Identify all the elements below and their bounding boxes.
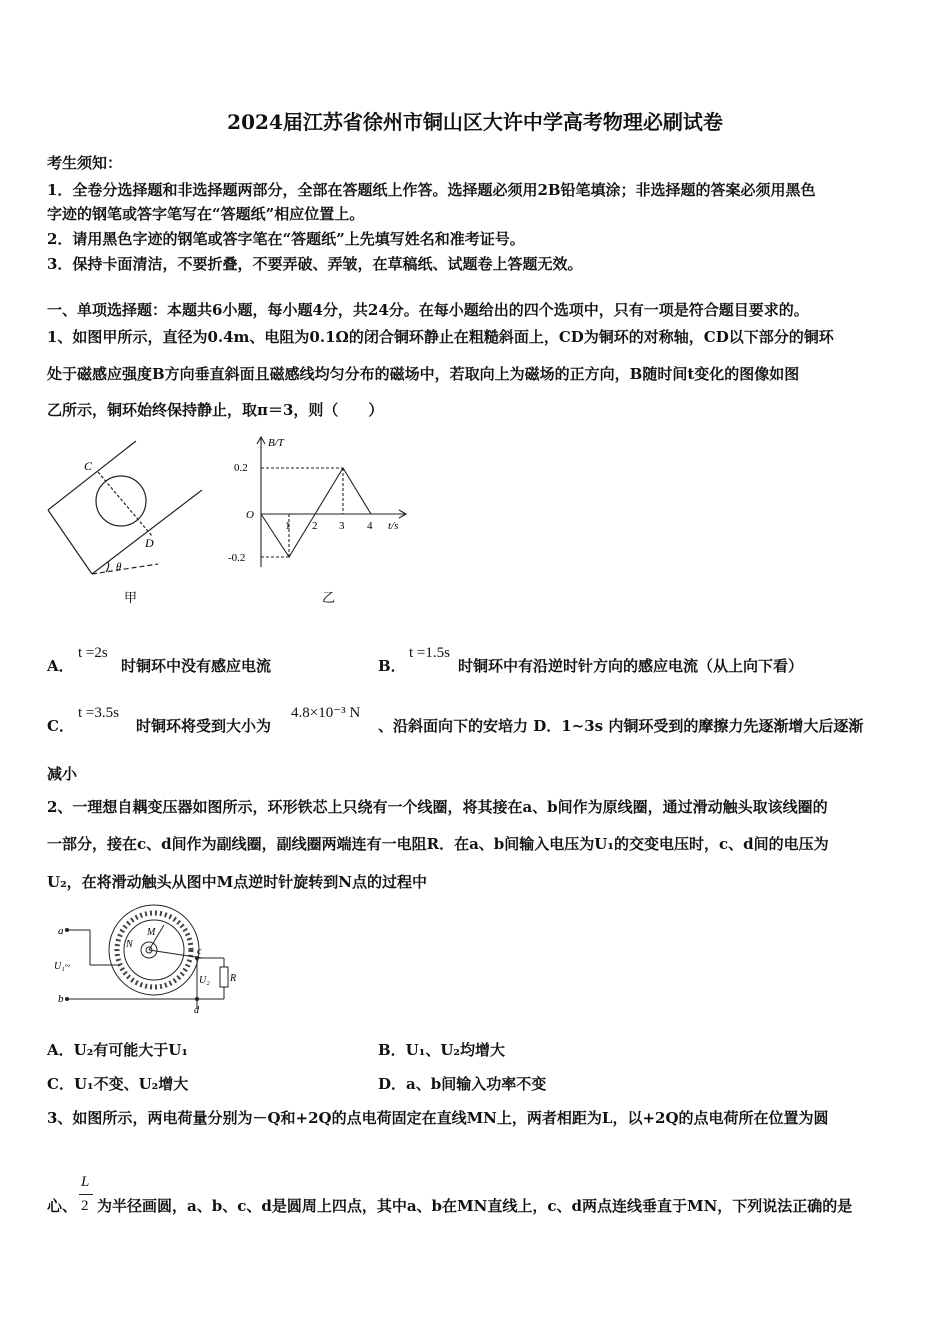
notice-line-3: 2．请用黑色字迹的钢笔或答字笔在“答题纸”上先填写姓名和准考证号。 (47, 230, 525, 248)
page-title: 2024届江苏省徐州市铜山区大许中学高考物理必刷试卷 (227, 110, 723, 134)
q2-line-2: 一部分，接在c、d间作为副线圈，副线圈两端连有一电阻R．在a、b间输入电压为U₁的交变电压时，c、d间的电压为 (47, 835, 829, 853)
q1-graph-xlabel: t/s (388, 520, 399, 532)
q1-fig-label-theta: θ (116, 561, 122, 573)
q1-fig-caption-jia: 甲 (124, 590, 138, 605)
q1-option-c-math: t =3.5s (78, 705, 119, 721)
q1-fig-label-d: D (145, 536, 154, 550)
q1-graph-xtick-1: 1 (285, 520, 291, 532)
q1-option-c-math2: 4.8×10⁻³ N (291, 705, 361, 721)
q1-graph-xtick-4: 4 (367, 520, 373, 532)
q3-frac-den: 2 (81, 1198, 89, 1214)
section-heading: 一、单项选择题：本题共6小题，每小题4分，共24分。在每小题给出的四个选项中，只有一项是符合题目要求的。 (47, 301, 809, 319)
notice-line-2: 字迹的钢笔或答字笔写在“答题纸”相应位置上。 (47, 205, 365, 223)
q1-graph-origin: O (246, 509, 254, 521)
q1-graph-xtick-2: 2 (312, 520, 318, 532)
q3-frac-bar (79, 1194, 93, 1195)
q2-fig-c: c (197, 946, 202, 957)
q1-fig-caption-yi: 乙 (322, 590, 336, 605)
q2-fig-n: N (126, 939, 133, 950)
q1-graph-ytick-neg: -0.2 (228, 552, 246, 564)
q1-graph-ylabel: B/T (268, 437, 284, 449)
q2-fig-m: M (147, 927, 156, 938)
q2-fig-u2: U₂ (199, 975, 210, 986)
q1-option-c-text1: 时铜环将受到大小为 (136, 717, 272, 735)
q3-line-1: 3、如图所示，两电荷量分别为－Q和+2Q的点电荷固定在直线MN上，两者相距为L，以+2Q的点电荷所在位置为圆 (47, 1109, 829, 1127)
q1-option-a-math: t =2s (78, 645, 108, 661)
q1-line-1: 1、如图甲所示，直径为0.4m、电阻为0.1Ω的闭合铜环静止在粗糙斜面上，CD为铜环的对称轴，CD以下部分的铜环 (47, 328, 834, 346)
q1-option-c-text3: 减小 (47, 765, 78, 783)
q1-figure-graph (222, 432, 412, 608)
q1-figure-incline (40, 438, 210, 608)
q3-frac-num: L (81, 1174, 90, 1190)
q1-graph-xtick-3: 3 (339, 520, 345, 532)
q1-option-b-label: B． (378, 657, 406, 675)
q1-option-b-math: t =1.5s (409, 645, 450, 661)
q2-option-a: A．U₂有可能大于U₁ (47, 1041, 188, 1059)
q1-line-2: 处于磁感应强度B方向垂直斜面且磁感线均匀分布的磁场中，若取向上为磁场的正方向，B随时间t变化的图像如图 (47, 365, 800, 383)
q1-graph-ytick-pos: 0.2 (234, 462, 248, 474)
q2-option-d: D．a、b间输入功率不变 (378, 1075, 547, 1093)
q1-option-c-text2: 、沿斜面向下的安培力 D．1~3s 内铜环受到的摩擦力先逐渐增大后逐渐 (378, 717, 864, 735)
notice-heading: 考生须知： (47, 154, 123, 172)
q2-line-3: U₂，在将滑动触头从图中M点逆时针旋转到N点的过程中 (47, 873, 427, 891)
q2-figure-transformer (52, 903, 242, 1015)
q1-option-a-text: 时铜环中没有感应电流 (121, 657, 272, 675)
q3-line-2-post: 为半径画圆，a、b、c、d是圆周上四点，其中a、b在MN直线上，c、d两点连线垂直于MN，下列说法正确的是 (97, 1197, 853, 1215)
notice-line-4: 3．保持卡面清洁，不要折叠，不要弄破、弄皱，在草稿纸、试题卷上答题无效。 (47, 255, 583, 273)
q2-option-c: C．U₁不变、U₂增大 (47, 1075, 189, 1093)
q2-option-b: B．U₁、U₂均增大 (378, 1041, 505, 1059)
q1-option-c-label: C． (47, 717, 74, 735)
q2-line-1: 2、一理想自耦变压器如图所示，环形铁芯上只绕有一个线圈，将其接在a、b间作为原线圈，通过滑动触头取该线圈的 (47, 798, 828, 816)
q1-fig-label-c: C (84, 459, 93, 473)
q2-fig-u1: U₁~ (54, 961, 71, 972)
q1-option-a-label: A． (47, 657, 74, 675)
q2-fig-b: b (58, 993, 64, 1005)
q1-line-3: 乙所示，铜环始终保持静止，取π＝3，则（ ） (47, 401, 384, 419)
q3-line-2-pre: 心、 (47, 1197, 78, 1215)
notice-line-1: 1．全卷分选择题和非选择题两部分，全部在答题纸上作答。选择题必须用2B铅笔填涂；非选择题的答案必须用黑色 (47, 181, 816, 199)
q2-fig-r: R (230, 973, 237, 984)
q2-fig-d: d (194, 1005, 199, 1015)
q2-fig-a: a (58, 925, 64, 937)
q1-option-b-text: 时铜环中有沿逆时针方向的感应电流（从上向下看） (458, 657, 804, 675)
